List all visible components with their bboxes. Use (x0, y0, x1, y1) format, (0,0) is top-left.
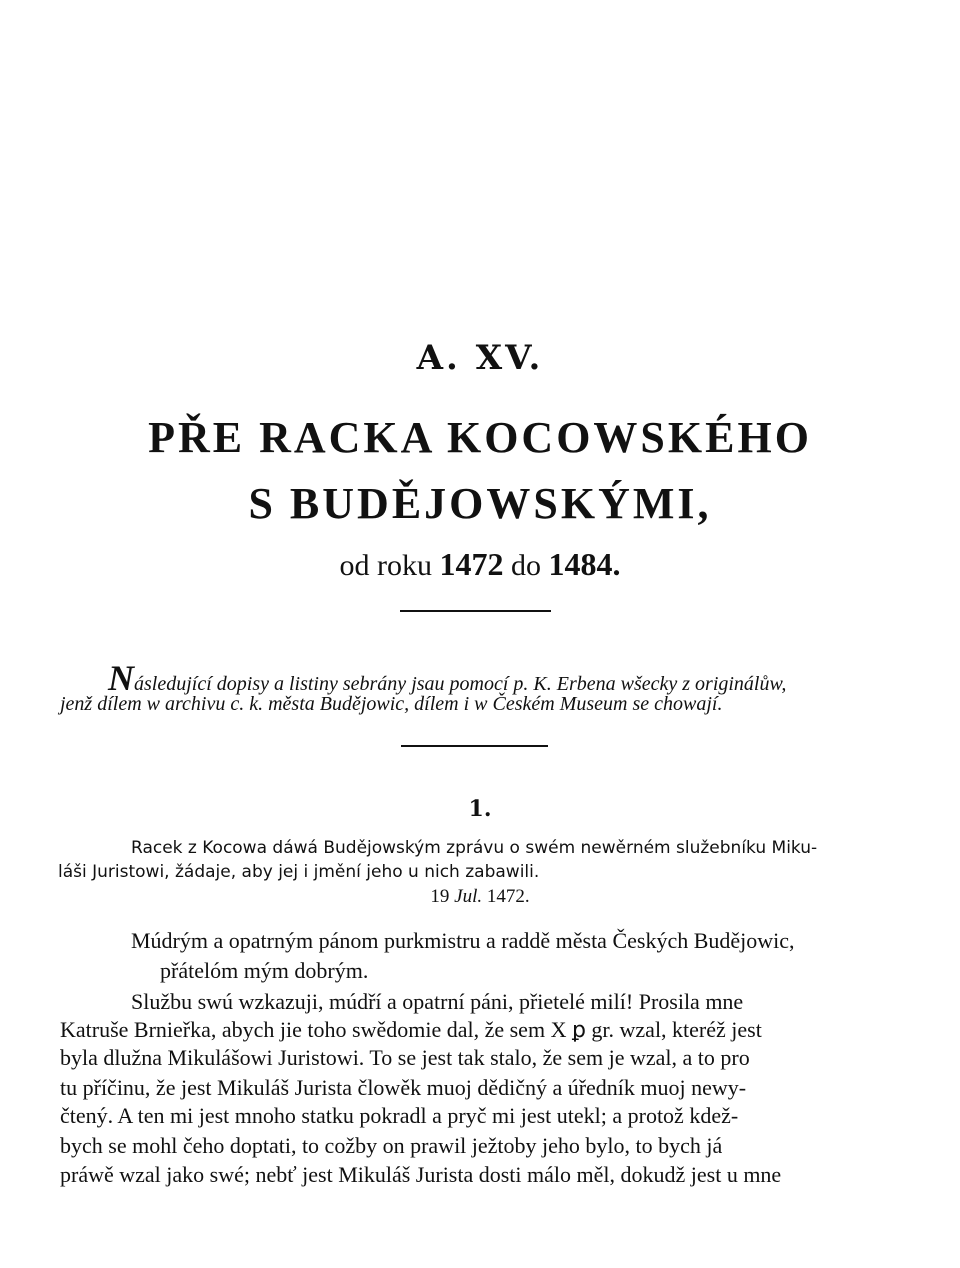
year-range (0, 546, 960, 583)
drop-cap: N (108, 658, 134, 698)
body-line: čtený. A ten mi jest mnoho statku pokradl a pryč mi jest utekl; a protož kdež- (60, 1103, 739, 1128)
summary-line-1: Racek z Kocowa dáwá Budějowským zprávu o swém newěrném služebníku Miku- (131, 838, 818, 858)
year-start: 1472 (439, 546, 504, 582)
intro-line-2: jenž dílem w archivu c. k. města Budějowic, dílem i w Českém Museum se chowají. (60, 693, 723, 715)
body-line: tu příčinu, že jest Mikuláš Jurista člowěk muoj dědičný a úředník muoj newy- (60, 1075, 747, 1100)
body-line: přátelóm mým dobrým. (160, 958, 369, 983)
date-year: 1472. (486, 886, 530, 907)
year-end: 1484. (548, 546, 621, 582)
body-line: Múdrým a opatrným pánom purkmistru a raddě města Českých Budějowic, (131, 928, 795, 953)
body-line: byla dlužna Mikulášowi Juristowi. To se jest tak stalo, že sem je wzal, a to pro (60, 1045, 750, 1070)
summary-line-2: láši Juristowi, žádaje, aby jej i jmění jeho u nich zabawili. (58, 862, 540, 882)
body-line: práwě wzal jako swé; nebť jest Mikuláš Jurista dosti málo měl, dokudž jest u mne (60, 1162, 782, 1187)
years-mid: do (511, 549, 541, 582)
title-line-2: S BUDĚJOWSKÝMI, (248, 479, 712, 528)
section-number: A. XV. (416, 338, 544, 378)
body-line: bych se mohl čeho doptati, to cožby on prawil ježtoby jeho bylo, to bych já (60, 1133, 723, 1158)
years-prefix: od roku (339, 549, 432, 582)
body-line: Katruše Brnieřka, abych jie toho swědomie dal, že sem X ꝑ gr. wzal, kteréž jest (60, 1017, 762, 1042)
divider-rule (400, 610, 551, 612)
title-line-1: PŘE RACKA KOCOWSKÉHO (148, 413, 812, 462)
intro-line-1-text: ásledující dopisy a listiny sebrány jsau pomocí p. K. Erbena wšecky z originálůw, (134, 673, 787, 695)
body-line: Službu swú wzkazuji, múdří a opatrní páni, přietelé milí! Prosila mne (131, 989, 744, 1014)
intro-line-1 (108, 660, 786, 696)
date-day: 19 (430, 886, 450, 907)
document-date (0, 886, 960, 908)
date-month: Jul. (454, 886, 483, 907)
document-number: 1. (468, 796, 492, 822)
divider-rule (401, 745, 548, 747)
